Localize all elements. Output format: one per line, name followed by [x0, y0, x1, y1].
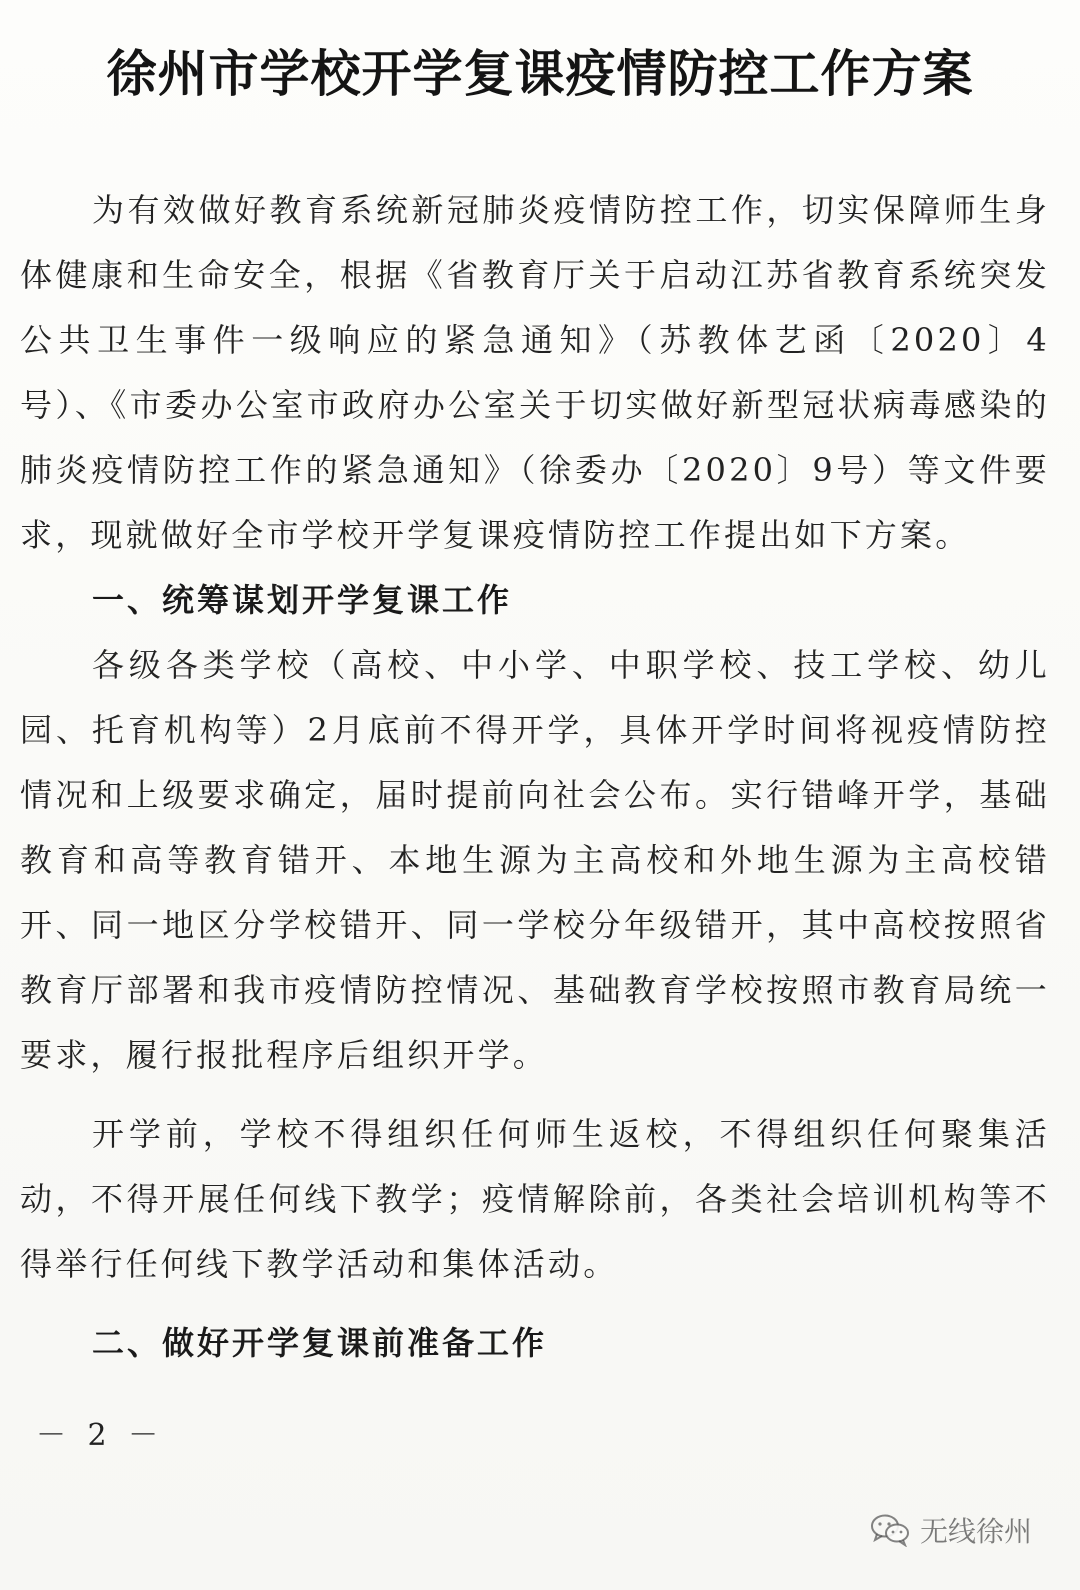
watermark — [870, 1510, 1032, 1550]
intro-paragraph: 为有效做好教育系统新冠肺炎疫情防控工作，切实保障师生身体健康和生命安全，根据《省教育厅关于启动江苏省教育系统突发公共卫生事件一级响应的紧急通知》（苏教体艺函〔2020〕4号）、《市委办公室市政府办公室关于切实做好新型冠状病毒感染的肺炎疫情防控工作的紧急通知》（徐委办〔2020〕9号）等文件要求，现就做好全市学校开学复课疫情防控工作提出如下方案。 — [20, 191, 1050, 554]
wechat-icon — [870, 1513, 910, 1547]
section-1-paragraph-2: 开学前，学校不得组织任何师生返校，不得组织任何聚集活动，不得开展任何线下教学；疫情解除前，各类社会培训机构等不得举行任何线下教学活动和集体活动。 — [20, 1115, 1050, 1283]
section-1-paragraph-1: 各级各类学校（高校、中小学、中职学校、技工学校、幼儿园、托育机构等）2月底前不得开学，具体开学时间将视疫情防控情况和上级要求确定，届时提前向社会公布。实行错峰开学，基础教育和高等教育错开、本地生源为主高校和外地生源为主高校错开、同一地区分学校错开、同一学校分年级错开，其中高校按照省教育厅部署和我市疫情防控情况、基础教育学校按照市教育局统一要求，履行报批程序后组织开学。 — [20, 646, 1050, 1074]
document-body — [20, 178, 1050, 1376]
section-1-heading: 一、统筹谋划开学复课工作 — [92, 581, 513, 619]
document-title: 徐州市学校开学复课疫情防控工作方案 — [106, 45, 974, 103]
watermark-text: 无线徐州 — [919, 1515, 1032, 1548]
section-2-heading: 二、做好开学复课前准备工作 — [92, 1324, 548, 1362]
paragraph-gap — [20, 1297, 1050, 1311]
page-number: － 2 － — [36, 1418, 165, 1453]
paragraph-gap — [20, 1088, 1050, 1102]
